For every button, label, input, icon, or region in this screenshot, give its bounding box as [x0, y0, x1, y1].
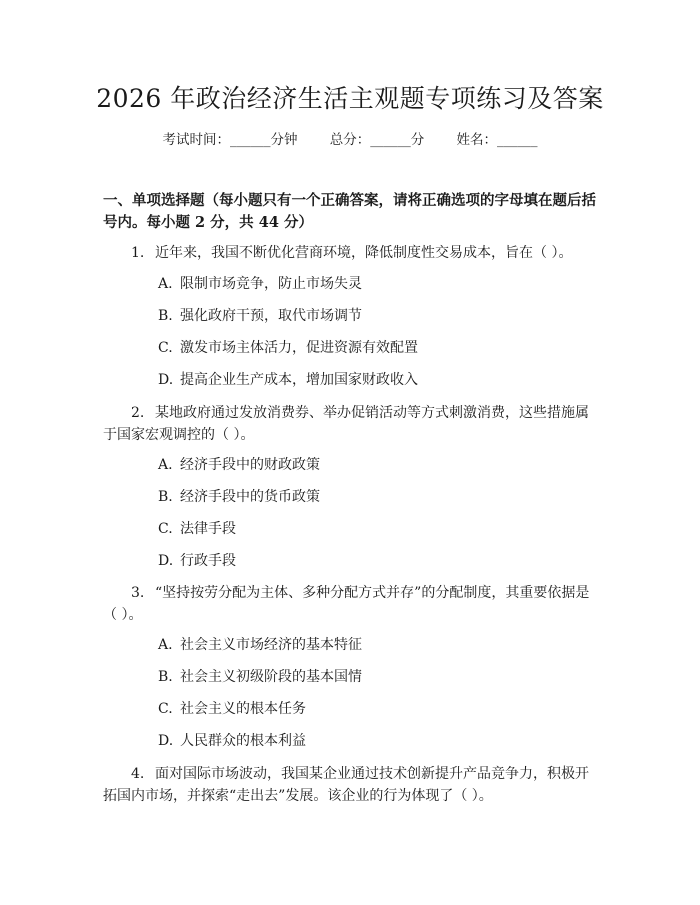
option-letter: A. [158, 457, 173, 473]
question-3 [103, 582, 601, 626]
question-number: 1. [131, 245, 145, 261]
option-text: 限制市场竞争，防止市场失灵 [180, 276, 362, 292]
option-text: 社会主义初级阶段的基本国情 [180, 669, 362, 685]
total-score-field: 总分：______分 [329, 132, 425, 148]
option-letter: C. [158, 521, 173, 537]
option-letter: A. [158, 637, 173, 653]
option-text: 社会主义市场经济的基本特征 [180, 637, 362, 653]
option-letter: D. [158, 553, 174, 569]
question-1-option-d [158, 370, 598, 390]
question-2-option-a [158, 455, 598, 475]
exam-meta [0, 130, 700, 150]
question-1 [103, 242, 601, 264]
question-2 [103, 402, 601, 446]
question-3-option-d [158, 731, 598, 751]
option-letter: B. [158, 489, 173, 505]
question-2-option-c [158, 519, 598, 539]
option-letter: B. [158, 308, 173, 324]
option-text: 行政手段 [180, 553, 236, 569]
section-heading-single-choice: 一、单项选择题（每小题只有一个正确答案，请将正确选项的字母填在题后括号内。每小题 2 分，共 44 分） [103, 192, 596, 231]
question-3-option-c [158, 699, 598, 719]
question-text: 近年来，我国不断优化营商环境，降低制度性交易成本，旨在（ ）。 [155, 245, 573, 261]
question-2-option-b [158, 487, 598, 507]
question-number: 2. [131, 405, 145, 421]
page-title: 2026 年政治经济生活主观题专项练习及答案 [96, 84, 604, 113]
option-letter: D. [158, 372, 174, 388]
option-text: 经济手段中的财政政策 [180, 457, 320, 473]
option-text: 提高企业生产成本，增加国家财政收入 [180, 372, 418, 388]
option-text: 人民群众的根本利益 [180, 733, 306, 749]
option-letter: A. [158, 276, 173, 292]
option-text: 法律手段 [180, 521, 236, 537]
option-text: 强化政府干预，取代市场调节 [180, 308, 362, 324]
question-1-option-c [158, 338, 598, 358]
option-text: 社会主义的根本任务 [180, 701, 306, 717]
option-text: 经济手段中的货币政策 [180, 489, 320, 505]
option-letter: D. [158, 733, 174, 749]
option-letter: C. [158, 701, 173, 717]
question-text: 某地政府通过发放消费券、举办促销活动等方式刺激消费，这些措施属于国家宏观调控的（ ）。 [103, 405, 589, 443]
question-4 [103, 763, 601, 807]
question-number: 3. [131, 585, 145, 601]
question-3-option-b [158, 667, 598, 687]
exam-time-field: 考试时间：______分钟 [162, 132, 298, 148]
question-3-option-a [158, 635, 598, 655]
option-letter: B. [158, 669, 173, 685]
question-number: 4. [131, 766, 145, 782]
option-text: 激发市场主体活力，促进资源有效配置 [180, 340, 418, 356]
question-1-option-b [158, 306, 598, 326]
question-text: “坚持按劳分配为主体、多种分配方式并存”的分配制度，其重要依据是（ ）。 [103, 585, 590, 623]
question-2-option-d [158, 551, 598, 571]
student-name-field: 姓名：______ [456, 132, 538, 148]
question-text: 面对国际市场波动，我国某企业通过技术创新提升产品竞争力，积极开拓国内市场，并探索“走出去”发展。该企业的行为体现了（ ）。 [103, 766, 589, 804]
question-1-option-a [158, 274, 598, 294]
option-letter: C. [158, 340, 173, 356]
